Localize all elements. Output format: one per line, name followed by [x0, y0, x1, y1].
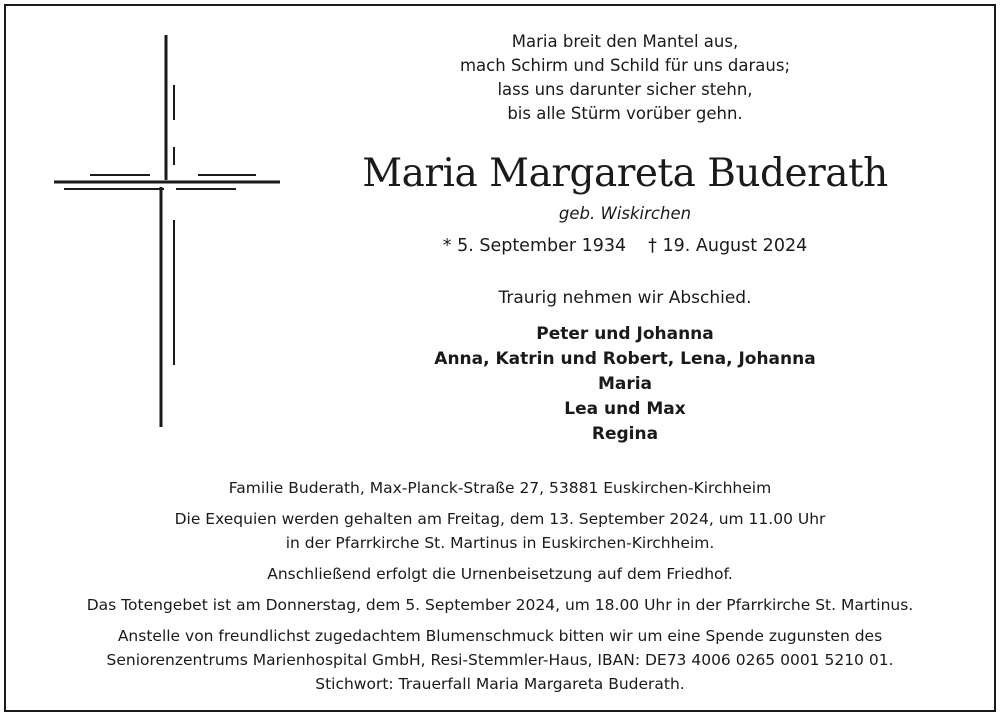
address-line: Familie Buderath, Max-Planck-Straße 27, 53881 Euskirchen-Kirchheim: [228, 479, 772, 497]
mourner-line: Maria: [597, 374, 653, 394]
maiden-name: geb. Wiskirchen: [558, 204, 692, 223]
details-section: [25, 476, 975, 703]
donation-info: [25, 624, 975, 696]
mourner-line: Regina: [591, 424, 659, 444]
urn-burial-line: Anschließend erfolgt die Urnenbeisetzung auf dem Friedhof.: [267, 565, 733, 583]
birth-date: * 5. September 1934: [442, 236, 627, 256]
poem-line: bis alle Stürm vorüber gehn.: [507, 104, 743, 123]
exequies-line: in der Pfarrkirche St. Martinus in Euskirchen-Kirchheim.: [285, 534, 715, 552]
poem: [400, 30, 850, 126]
death-date: † 19. August 2024: [648, 236, 808, 256]
prayer-info: [25, 593, 975, 617]
exequies-info: [25, 507, 975, 555]
family-address: [25, 476, 975, 500]
deceased-name: Maria Margareta Buderath: [362, 151, 888, 196]
poem-line: Maria breit den Mantel aus,: [511, 32, 739, 51]
donation-line: Seniorenzentrums Marienhospital GmbH, Resi-Stemmler-Haus, IBAN: DE73 4006 0265 0001 5210 01.: [106, 651, 894, 669]
exequies-line: Die Exequien werden gehalten am Freitag, dem 13. September 2024, um 11.00 Uhr: [174, 510, 826, 528]
mourners-list: [350, 322, 900, 447]
poem-line: mach Schirm und Schild für uns daraus;: [459, 56, 791, 75]
mourner-line: Anna, Katrin und Robert, Lena, Johanna: [434, 349, 816, 369]
farewell-text: Traurig nehmen wir Abschied.: [498, 288, 752, 308]
mourner-line: Lea und Max: [564, 399, 686, 419]
poem-line: lass uns darunter sicher stehn,: [497, 80, 753, 99]
urn-burial-info: [25, 562, 975, 586]
prayer-line: Das Totengebet ist am Donnerstag, dem 5. September 2024, um 18.00 Uhr in der Pfarrkirche St. Martinus.: [86, 596, 914, 614]
donation-line: Anstelle von freundlichst zugedachtem Blumenschmuck bitten wir um eine Spende zugunsten des: [117, 627, 883, 645]
cross-icon: [52, 35, 282, 440]
life-dates: [400, 233, 850, 259]
mourner-line: Peter und Johanna: [536, 324, 714, 344]
donation-line: Stichwort: Trauerfall Maria Margareta Buderath.: [315, 675, 685, 693]
